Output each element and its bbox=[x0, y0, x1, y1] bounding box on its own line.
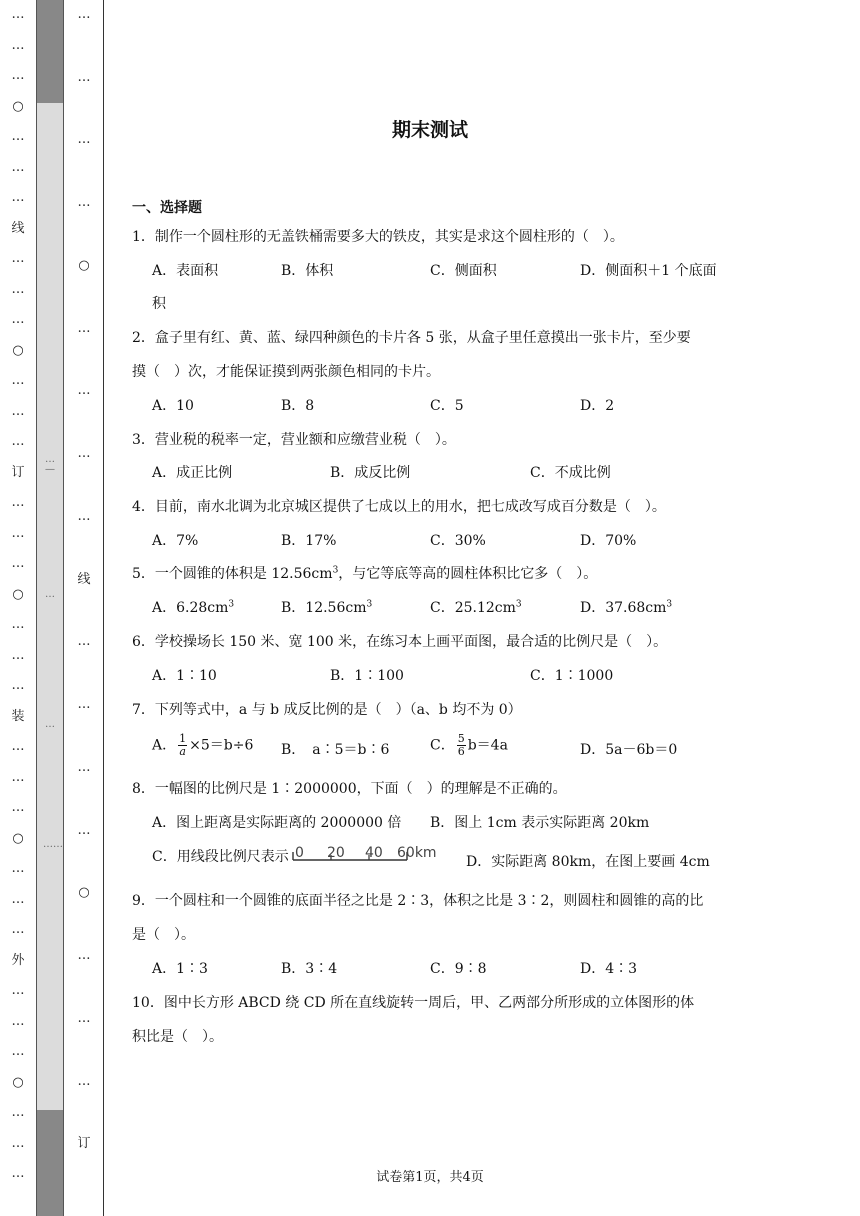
q2-option-b[interactable]: B．8 bbox=[281, 398, 315, 414]
binding-mark: … bbox=[77, 948, 91, 964]
binding-mark: … bbox=[11, 403, 25, 419]
q5-a-text: A．6.28cm bbox=[152, 600, 229, 616]
scale-tick-label: 60km bbox=[396, 845, 437, 861]
q8-c-text: C．用线段比例尺表示 bbox=[152, 849, 289, 865]
binding-mark: ○ bbox=[12, 98, 24, 114]
binding-mark: … bbox=[11, 495, 25, 511]
binding-mark: … bbox=[11, 1105, 25, 1121]
binding-mark: … bbox=[11, 7, 25, 22]
q5-sup: 3 bbox=[332, 565, 339, 576]
strip-label: … bbox=[45, 719, 55, 730]
q5-option-b[interactable] bbox=[281, 597, 372, 617]
binding-mark: 订 bbox=[11, 464, 25, 480]
q3-option-a[interactable]: A．成正比例 bbox=[152, 465, 233, 481]
binding-mark: 外 bbox=[11, 952, 25, 968]
question-6: 6．学校操场长 150 米、宽 100 米，在练习本上画平面图，最合适的比例尺是（ ）。 bbox=[132, 634, 668, 650]
question-5 bbox=[132, 563, 597, 583]
binding-mark: … bbox=[11, 647, 25, 663]
binding-mark: … bbox=[77, 195, 91, 211]
binding-mark: … bbox=[11, 1013, 25, 1029]
binding-mark: … bbox=[11, 800, 25, 816]
binding-mark: … bbox=[77, 759, 91, 775]
q1-option-a[interactable]: A．表面积 bbox=[152, 263, 219, 279]
binding-mark: … bbox=[11, 251, 25, 267]
binding-mark: 订 bbox=[77, 1136, 91, 1152]
binding-mark: … bbox=[11, 556, 25, 572]
q3-option-c[interactable]: C．不成比例 bbox=[530, 465, 611, 481]
binding-mark: ○ bbox=[12, 342, 24, 358]
binding-mark: 线 bbox=[11, 220, 25, 236]
q1-option-b[interactable]: B．体积 bbox=[281, 263, 334, 279]
binding-mark: … bbox=[77, 132, 91, 148]
q5-text-post: ，与它等底等高的圆柱体积比它多（ ）。 bbox=[338, 566, 598, 582]
q8-option-d[interactable]: D．实际距离 80km，在图上要画 4cm bbox=[466, 854, 710, 870]
q7-a-fraction bbox=[178, 733, 187, 758]
q7-a-numerator: 1 bbox=[179, 732, 187, 745]
q5-c-sup: 3 bbox=[515, 599, 522, 610]
q4-option-a[interactable]: A．7% bbox=[152, 533, 199, 549]
binding-mark: … bbox=[11, 1044, 25, 1060]
q5-b-sup: 3 bbox=[366, 599, 373, 610]
strip-label: …… bbox=[43, 839, 63, 850]
q5-text-pre: 5．一个圆锥的体积是 12.56cm bbox=[132, 566, 333, 582]
q4-option-b[interactable]: B．17% bbox=[281, 533, 337, 549]
q4-option-d[interactable]: D．70% bbox=[580, 533, 637, 549]
binding-margin-outer bbox=[0, 0, 36, 1216]
binding-mark: 线 bbox=[77, 571, 91, 587]
q1-option-d-cont: 积 bbox=[152, 296, 166, 312]
question-3: 3．营业税的税率一定，营业额和应缴营业税（ ）。 bbox=[132, 432, 456, 448]
q5-d-sup: 3 bbox=[666, 599, 673, 610]
binding-mark: … bbox=[77, 383, 91, 399]
q1-option-d[interactable]: D．侧面积＋1 个底面 bbox=[580, 263, 717, 279]
binding-mark: … bbox=[11, 373, 25, 389]
binding-mark: ○ bbox=[12, 830, 24, 846]
binding-mark: ○ bbox=[12, 1074, 24, 1090]
binding-mark: … bbox=[11, 190, 25, 206]
q3-option-b[interactable]: B．成反比例 bbox=[330, 465, 411, 481]
binding-mark: … bbox=[11, 861, 25, 877]
binding-mark: … bbox=[11, 525, 25, 541]
binding-mark: … bbox=[11, 159, 25, 175]
binding-strip bbox=[36, 0, 64, 1216]
q9-option-d[interactable]: D．4∶3 bbox=[580, 961, 638, 977]
q5-b-text: B．12.56cm bbox=[281, 600, 367, 616]
binding-mark: … bbox=[11, 1135, 25, 1151]
binding-mark: … bbox=[11, 68, 25, 84]
binding-margin-inner bbox=[64, 0, 104, 1216]
binding-mark: … bbox=[77, 697, 91, 713]
scale-tick-label: 40 bbox=[364, 845, 383, 861]
binding-mark: ○ bbox=[78, 885, 90, 901]
binding-mark: … bbox=[11, 769, 25, 785]
binding-mark: … bbox=[11, 922, 25, 938]
binding-mark: … bbox=[77, 446, 91, 462]
question-2-line2: 摸（ ）次，才能保证摸到两张颜色相同的卡片。 bbox=[132, 364, 440, 380]
section-heading: 一、选择题 bbox=[132, 200, 202, 216]
q9-option-a[interactable]: A．1∶3 bbox=[152, 961, 208, 977]
q1-option-c[interactable]: C．侧面积 bbox=[430, 263, 497, 279]
binding-mark: … bbox=[11, 891, 25, 907]
binding-mark: … bbox=[77, 1073, 91, 1089]
q7-c-label: C． bbox=[430, 737, 455, 754]
q7-option-d[interactable]: D．5a－6b＝0 bbox=[580, 742, 678, 758]
q7-c-fraction bbox=[457, 733, 466, 758]
q8-option-c[interactable] bbox=[152, 844, 441, 870]
q6-option-c[interactable]: C．1∶1000 bbox=[530, 668, 614, 684]
q5-d-text: D．37.68cm bbox=[580, 600, 667, 616]
binding-mark: … bbox=[77, 69, 91, 85]
q5-option-c[interactable] bbox=[430, 597, 522, 617]
binding-mark: … bbox=[11, 1166, 25, 1182]
q7-option-c[interactable] bbox=[430, 733, 508, 758]
binding-mark: … bbox=[11, 434, 25, 450]
page-footer: 试卷第1页，共4页 bbox=[376, 1170, 484, 1185]
question-10-line1: 10．图中长方形 ABCD 绕 CD 所在直线旋转一周后，甲、乙两部分所形成的立体图形的体 bbox=[132, 995, 695, 1011]
q6-option-b[interactable]: B．1∶100 bbox=[330, 668, 404, 684]
q5-c-text: C．25.12cm bbox=[430, 600, 516, 616]
binding-mark: … bbox=[77, 508, 91, 524]
q7-option-a[interactable] bbox=[152, 733, 253, 758]
binding-mark: … bbox=[77, 822, 91, 838]
question-9-line2: 是（ ）。 bbox=[132, 927, 195, 943]
q7-c-numerator: 5 bbox=[457, 732, 465, 745]
binding-mark: … bbox=[11, 678, 25, 694]
scale-bar-graphic bbox=[291, 844, 441, 870]
question-9-line1: 9．一个圆柱和一个圆锥的底面半径之比是 2∶3，体积之比是 3∶2，则圆柱和圆锥的高的比 bbox=[132, 893, 704, 909]
binding-mark: 装 bbox=[11, 708, 25, 724]
q7-c-expression: b＝4a bbox=[467, 737, 508, 754]
strip-label: …— bbox=[45, 454, 55, 475]
question-2-line1: 2．盒子里有红、黄、蓝、绿四种颜色的卡片各 5 张，从盒子里任意摸出一张卡片，至少要 bbox=[132, 330, 691, 346]
scale-tick-label: 20 bbox=[326, 845, 345, 861]
q4-option-c[interactable]: C．30% bbox=[430, 533, 486, 549]
binding-mark: … bbox=[77, 634, 91, 650]
q5-option-a[interactable] bbox=[152, 597, 234, 617]
binding-mark: ○ bbox=[12, 586, 24, 602]
q2-option-a[interactable]: A．10 bbox=[152, 398, 194, 414]
question-7: 7．下列等式中，a 与 b 成反比例的是（ ）（a、b 均不为 0） bbox=[132, 702, 522, 718]
q7-a-expression: ×5＝b÷6 bbox=[189, 737, 254, 754]
q9-option-c[interactable]: C．9∶8 bbox=[430, 961, 487, 977]
q7-c-denominator: 6 bbox=[457, 745, 465, 758]
line-scale-bar bbox=[291, 844, 441, 870]
question-4: 4．目前，南水北调为北京城区提供了七成以上的用水，把七成改写成百分数是（ ）。 bbox=[132, 499, 666, 515]
q7-a-label: A． bbox=[152, 737, 177, 754]
scale-tick-label: 0 bbox=[294, 845, 304, 861]
binding-mark: ○ bbox=[78, 257, 90, 273]
q8-option-a[interactable]: A．图上距离是实际距离的 2000000 倍 bbox=[152, 815, 402, 831]
binding-mark: … bbox=[77, 320, 91, 336]
binding-mark: … bbox=[77, 7, 91, 22]
q6-option-a[interactable]: A．1∶10 bbox=[152, 668, 217, 684]
question-10-line2: 积比是（ ）。 bbox=[132, 1029, 223, 1045]
page-title: 期末测试 bbox=[391, 119, 468, 141]
binding-mark: … bbox=[11, 617, 25, 633]
binding-mark: … bbox=[11, 37, 25, 53]
q7-option-b[interactable]: B． a∶5＝b∶6 bbox=[281, 742, 390, 758]
strip-dark-top bbox=[37, 0, 63, 103]
q2-option-d[interactable]: D．2 bbox=[580, 398, 615, 414]
strip-label: … bbox=[45, 589, 55, 600]
binding-mark: … bbox=[11, 983, 25, 999]
binding-mark: … bbox=[11, 281, 25, 297]
q2-option-c[interactable]: C．5 bbox=[430, 398, 464, 414]
q5-a-sup: 3 bbox=[228, 599, 235, 610]
binding-mark: … bbox=[11, 312, 25, 328]
strip-dark-bottom bbox=[37, 1110, 63, 1216]
q9-option-b[interactable]: B．3∶4 bbox=[281, 961, 338, 977]
q7-a-denominator: a bbox=[179, 745, 186, 758]
question-1: 1．制作一个圆柱形的无盖铁桶需要多大的铁皮，其实是求这个圆柱形的（ ）。 bbox=[132, 229, 624, 245]
q8-option-b[interactable]: B．图上 1cm 表示实际距离 20km bbox=[430, 815, 650, 831]
binding-mark: … bbox=[11, 739, 25, 755]
binding-mark: … bbox=[11, 129, 25, 145]
q5-option-d[interactable] bbox=[580, 597, 672, 617]
binding-mark: … bbox=[77, 1010, 91, 1026]
question-8: 8．一幅图的比例尺是 1∶2000000，下面（ ）的理解是不正确的。 bbox=[132, 781, 567, 797]
